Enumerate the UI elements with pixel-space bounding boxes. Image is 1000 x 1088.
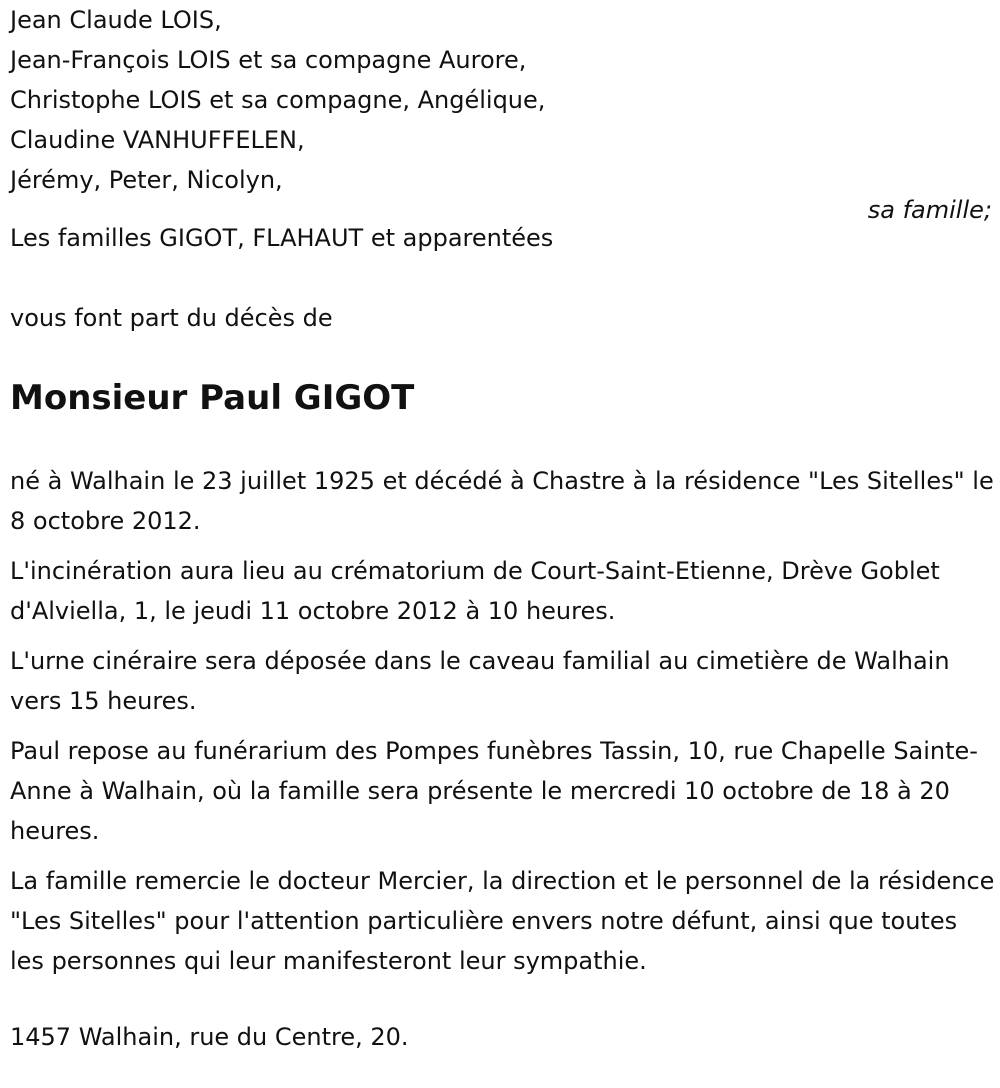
urn-paragraph: L'urne cinéraire sera déposée dans le caveau familial au cimetière de Walhain vers 15 heures. (10, 647, 950, 715)
notice-body (10, 461, 995, 981)
family-member-line: Claudine VANHUFFELEN, (10, 126, 305, 154)
related-families: Les familles GIGOT, FLAHAUT et apparentées (10, 224, 554, 252)
family-member-line: Jérémy, Peter, Nicolyn, (10, 166, 283, 194)
deceased-name: Monsieur Paul GIGOT (10, 378, 415, 418)
family-signatories (10, 0, 995, 224)
cremation-paragraph: L'incinération aura lieu au crématorium de Court-Saint-Etienne, Drève Goblet d'Alviella, 1, le jeudi 11 octobre 2012 à 10 heures. (10, 557, 940, 625)
birth-death-paragraph: né à Walhain le 23 juillet 1925 et décédé à Chastre à la résidence "Les Sitelles" le 8 octobre 2012. (10, 467, 994, 535)
family-address: 1457 Walhain, rue du Centre, 20. (10, 1023, 409, 1051)
family-member-line: Christophe LOIS et sa compagne, Angélique, (10, 86, 546, 114)
thanks-paragraph: La famille remercie le docteur Mercier, la direction et le personnel de la résidence "Les Sitelles" pour l'attention particulière envers notre défunt, ainsi que toutes les personnes qui leur manifesteront leur sympathie. (10, 867, 995, 975)
family-role-label: sa famille; (867, 196, 992, 224)
announcement-text: vous font part du décès de (10, 304, 333, 332)
obituary-notice (10, 0, 995, 1057)
family-member-line: Jean Claude LOIS, (10, 6, 222, 34)
funeral-home-paragraph: Paul repose au funérarium des Pompes funèbres Tassin, 10, rue Chapelle Sainte-Anne à Walhain, où la famille sera présente le mercredi 10 octobre de 18 à 20 heures. (10, 737, 978, 845)
family-member-line: Jean-François LOIS et sa compagne Aurore, (10, 46, 527, 74)
